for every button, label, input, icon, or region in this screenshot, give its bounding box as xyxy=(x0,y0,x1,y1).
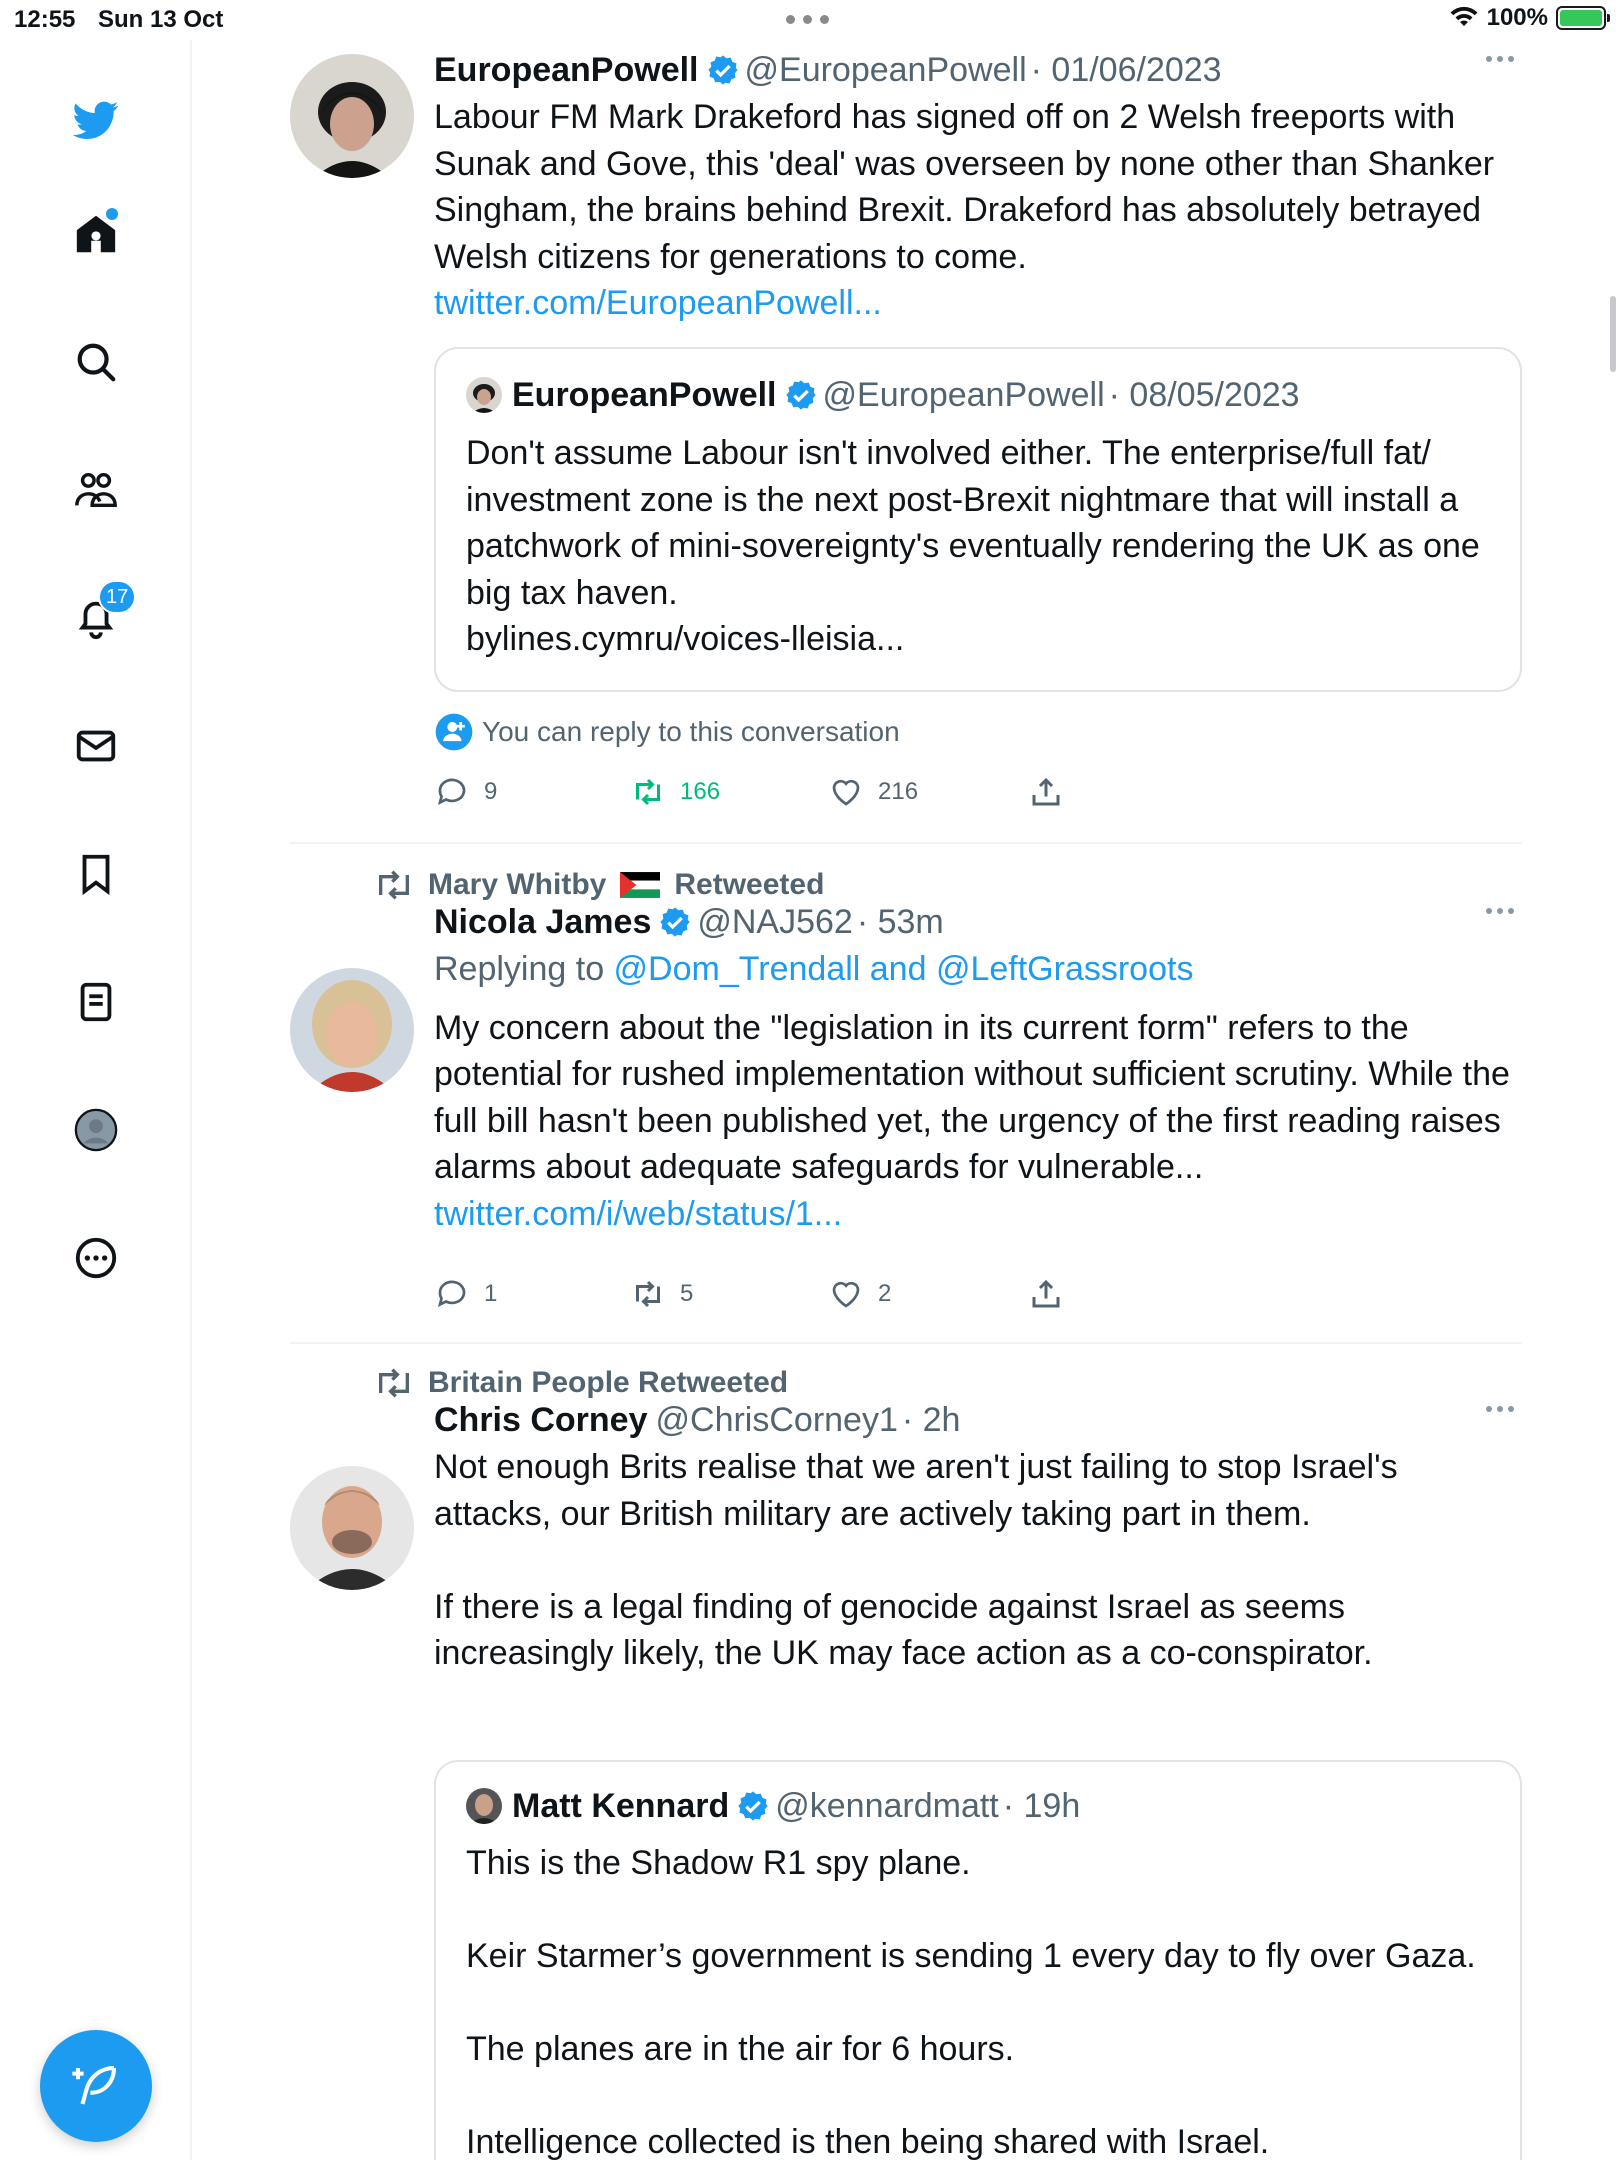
retweet-count: 166 xyxy=(680,778,721,805)
reply-button[interactable] xyxy=(434,1276,497,1312)
quoted-tweet[interactable] xyxy=(434,1760,1522,2160)
retweet-context xyxy=(374,1366,788,1400)
bookmarks-icon[interactable] xyxy=(66,844,126,904)
notifications-badge: 17 xyxy=(98,580,136,614)
more-icon[interactable] xyxy=(66,1228,126,1288)
reply-info-text: You can reply to this conversation xyxy=(482,716,900,747)
retweet-icon xyxy=(630,1276,666,1312)
notifications-icon[interactable] xyxy=(66,585,129,648)
like-count: 216 xyxy=(878,778,919,805)
retweet-count: 5 xyxy=(680,1280,694,1307)
retweet-button[interactable] xyxy=(630,774,720,810)
replying-to xyxy=(434,946,1522,993)
tweet-link[interactable]: twitter.com/EuropeanPowell... xyxy=(434,284,882,322)
reply-count: 1 xyxy=(484,1280,498,1307)
reply-icon xyxy=(434,774,470,810)
status-right xyxy=(1449,4,1606,32)
retweet-context-icon xyxy=(374,1367,414,1399)
messages-icon[interactable] xyxy=(66,716,126,776)
quoted-avatar xyxy=(466,1788,502,1824)
retweeted-by-name[interactable]: Mary Whitby xyxy=(428,868,607,901)
quoted-tweet-header xyxy=(466,1784,1080,1828)
tweet-link[interactable]: twitter.com/i/web/status/1... xyxy=(434,1194,843,1233)
tweet[interactable] xyxy=(290,1344,1522,2160)
retweeted-suffix: Retweeted xyxy=(674,868,825,901)
home-icon[interactable] xyxy=(66,204,126,264)
retweet-context-icon xyxy=(374,869,414,901)
like-button[interactable] xyxy=(828,774,918,810)
author-handle[interactable]: @NAJ562 xyxy=(697,903,853,941)
tweet-text: Not enough Brits realise that we aren't just failing to stop Israel's attacks, our British military are actively taking part in them. If there is a legal finding of genocide against Israel as seems increasingly likely, the UK may face action as a co-conspirator. xyxy=(434,1448,1398,1672)
more-options-icon[interactable] xyxy=(1486,1406,1514,1412)
tweet-text xyxy=(434,94,1522,327)
replying-to-users[interactable]: @Dom_Trendall and @LeftGrassroots xyxy=(613,950,1194,988)
quoted-tweet[interactable] xyxy=(434,347,1522,692)
heart-icon xyxy=(828,774,864,810)
reply-permission-icon xyxy=(434,712,474,752)
reply-info xyxy=(434,712,900,752)
multitasking-dots-icon[interactable] xyxy=(786,8,836,30)
replying-prefix: Replying to xyxy=(434,950,614,988)
tweet-header xyxy=(434,1398,1522,1442)
quoted-tweet-text: This is the Shadow R1 spy plane. Keir Starmer’s government is sending 1 every day to fly over Gaza. The planes are in the air for 6 hours. Intelligence collected is then being shared with Israel. xyxy=(466,1844,1476,2160)
reply-icon xyxy=(434,1276,470,1312)
quoted-timestamp: · 19h xyxy=(1002,1787,1081,1825)
tweet-actions xyxy=(434,1276,1134,1316)
retweet-button[interactable] xyxy=(630,1276,693,1312)
like-button[interactable] xyxy=(828,1276,891,1312)
communities-icon[interactable] xyxy=(66,460,126,520)
scrollbar[interactable] xyxy=(1610,296,1616,372)
share-button[interactable] xyxy=(1028,1276,1064,1312)
avatar[interactable] xyxy=(290,54,414,178)
author-name[interactable]: Chris Corney xyxy=(434,1401,648,1439)
status-time: 12:55 xyxy=(14,6,76,33)
avatar[interactable] xyxy=(290,1466,414,1590)
search-icon[interactable] xyxy=(66,332,126,392)
share-button[interactable] xyxy=(1028,774,1064,810)
tweet-content xyxy=(434,900,1522,1237)
battery-icon xyxy=(1556,6,1606,30)
compose-tweet-button[interactable] xyxy=(40,2030,152,2142)
share-icon xyxy=(1028,774,1064,810)
wifi-icon xyxy=(1449,6,1479,30)
like-count: 2 xyxy=(878,1280,892,1307)
twitter-logo-icon[interactable] xyxy=(66,90,126,150)
share-icon xyxy=(1028,1276,1064,1312)
tweet-header xyxy=(434,48,1522,92)
tweet-actions xyxy=(434,774,1134,814)
reply-count: 9 xyxy=(484,778,498,805)
verified-badge-icon xyxy=(785,379,817,411)
more-options-icon[interactable] xyxy=(1486,908,1514,914)
tweet[interactable] xyxy=(290,844,1522,1344)
more-options-icon[interactable] xyxy=(1486,56,1514,62)
verified-badge-icon xyxy=(707,54,739,86)
tweet-timestamp[interactable]: · 2h xyxy=(901,1401,961,1439)
quoted-tweet-text: Don't assume Labour isn't involved either. The enterprise/full fat/ investment zone is the next post-Brexit nightmare that will install a patchwork of mini-sovereignty's eventually rendering the UK as one big tax haven. bylines.cymru/voices-lleisia... xyxy=(466,434,1480,658)
author-name[interactable]: Nicola James xyxy=(434,903,652,941)
quoted-author-name: EuropeanPowell xyxy=(512,376,777,414)
home-new-dot xyxy=(106,208,118,220)
tweet-timestamp[interactable]: · 01/06/2023 xyxy=(1030,51,1222,89)
reply-button[interactable] xyxy=(434,774,497,810)
quoted-author-name: Matt Kennard xyxy=(512,1787,730,1825)
heart-icon xyxy=(828,1276,864,1312)
author-name[interactable]: EuropeanPowell xyxy=(434,51,699,89)
retweeted-by-name[interactable]: Britain People Retweeted xyxy=(428,1366,789,1399)
quoted-author-handle: @kennardmatt xyxy=(775,1787,999,1825)
tweet-text xyxy=(434,1005,1522,1238)
lists-icon[interactable] xyxy=(66,972,126,1032)
profile-icon[interactable] xyxy=(66,1100,126,1160)
tweet-text-body: My concern about the "legislation in its current form" refers to the potential for rushed implementation without sufficient scrutiny. While the full bill hasn't been published yet, the urgency of the first reading raises alarms about adequate safeguards for vulnerable... xyxy=(434,1008,1520,1186)
author-handle[interactable]: @EuropeanPowell xyxy=(744,51,1027,89)
retweet-context xyxy=(374,868,824,902)
verified-badge-icon xyxy=(659,906,691,938)
sidebar xyxy=(0,40,192,2160)
palestine-flag-icon xyxy=(620,869,660,901)
quoted-avatar xyxy=(466,377,502,413)
battery-percent: 100% xyxy=(1486,4,1548,31)
tweet-timestamp[interactable]: · 53m xyxy=(856,903,944,941)
compose-feather-icon xyxy=(69,2059,123,2113)
status-date: Sun 13 Oct xyxy=(98,6,224,33)
quoted-tweet-header xyxy=(466,373,1300,417)
tweet-text-body: Labour FM Mark Drakeford has signed off on 2 Welsh freeports with Sunak and Gove, this 'deal' was overseen by none other than Shanker Singham, the brains behind Brexit. Drakeford has absolutely betrayed Welsh citizens for generations to come. xyxy=(434,98,1504,276)
quoted-timestamp: · 08/05/2023 xyxy=(1108,376,1300,414)
tweet-content xyxy=(434,1398,1522,1677)
status-bar xyxy=(0,0,1620,40)
quoted-author-handle: @EuropeanPowell xyxy=(822,376,1105,414)
retweet-icon xyxy=(630,774,666,810)
avatar[interactable] xyxy=(290,968,414,1092)
tweet-header xyxy=(434,900,1522,944)
tweet[interactable] xyxy=(290,40,1522,844)
tweet-content xyxy=(434,48,1522,327)
author-handle[interactable]: @ChrisCorney1 xyxy=(655,1401,898,1439)
verified-badge-icon xyxy=(737,1790,769,1822)
